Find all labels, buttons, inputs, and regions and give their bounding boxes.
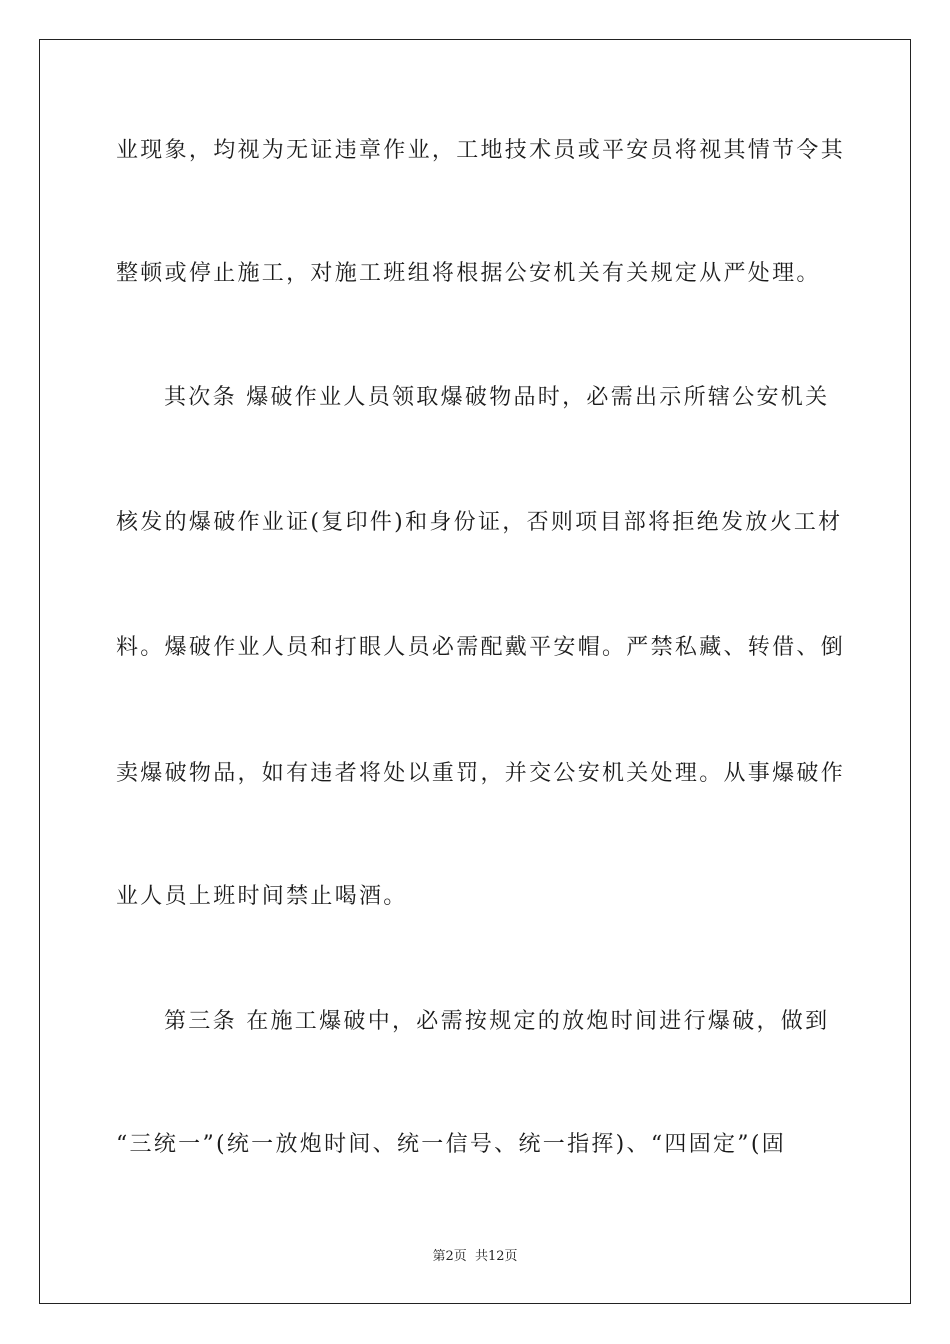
article-3-first-line: 第三条 在施工爆破中，必需按规定的放炮时间进行爆破，做到 — [164, 1009, 830, 1034]
body-line-1: 业现象，均视为无证违章作业，工地技术员或平安员将视其情节令其 — [116, 138, 846, 163]
page-border — [39, 39, 911, 1304]
body-line-9: “三统一”(统一放炮时间、统一信号、统一指挥)、“四固定”(固 — [116, 1132, 787, 1157]
body-line-6: 卖爆破物品，如有违者将处以重罚，并交公安机关处理。从事爆破作 — [116, 761, 846, 786]
page-footer — [0, 1248, 950, 1266]
body-line-7: 业人员上班时间禁止喝酒。 — [116, 884, 408, 909]
article-2-first-line: 其次条 爆破作业人员领取爆破物品时，必需出示所辖公安机关 — [164, 385, 830, 410]
total-pages: 共12页 — [474, 1249, 518, 1264]
body-line-5: 料。爆破作业人员和打眼人员必需配戴平安帽。严禁私藏、转借、倒 — [116, 635, 846, 660]
body-line-4: 核发的爆破作业证(复印件)和身份证，否则项目部将拒绝发放火工材 — [116, 510, 843, 535]
body-line-2: 整顿或停止施工，对施工班组将根据公安机关有关规定从严处理。 — [116, 261, 821, 286]
page-number: 第2页 — [432, 1249, 467, 1264]
